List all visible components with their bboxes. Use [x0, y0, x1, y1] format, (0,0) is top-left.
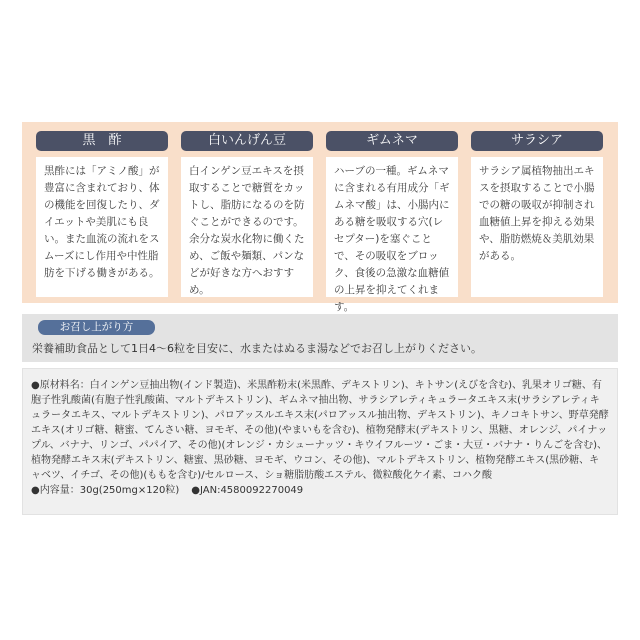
feature-description: 白インゲン豆エキスを摂取することで糖質をカットし、脂肪になるのを防ぐことができるのです。余分な炭水化物に働くため、ご飯や麺類、パンなどが好きな方へおすすめ。 — [181, 157, 313, 297]
how-to-text: 栄養補助食品として1日4～6粒を目安に、水またはぬるま湯などでお召し上がりください。 — [32, 342, 482, 355]
feature-title: ギムネマ — [326, 131, 458, 151]
feature-description: サラシア属植物抽出エキスを摂取することで小腸での糖の吸収が抑制され血糖値上昇を抑える効果や、脂肪燃焼＆美肌効果がある。 — [471, 157, 603, 297]
how-to-section — [22, 314, 618, 362]
feature-card-kurozu — [36, 131, 168, 297]
product-details-box — [22, 368, 618, 515]
feature-title: サラシア — [471, 131, 603, 151]
how-to-label: お召し上がり方 — [38, 320, 155, 335]
feature-description: 黒酢には「アミノ酸」が豊富に含まれており、体の機能を回復したり、ダイエットや美肌にも良い。また血流の流れをスムーズにし作用や中性脂肪を下げる働きがある。 — [36, 157, 168, 297]
ingredients-text: ●原材料名：白インゲン豆抽出物(インド製造)、米黒酢粉末(米黒酢、デキストリン)、キトサン(えびを含む)、乳果オリゴ糖、有胞子性乳酸菌(有胞子性乳酸菌、マルトデキストリン)、ギムネマ抽出物、サラシアレティキュラータエキス末(サラシアレティキュラータエキス、マルトデキストリン)、パロアッスルエキス末(パロアッスル抽出物、デキストリン)、キノコキトサン、野草発酵エキス(オリゴ糖、糖蜜、てんさい糖、ヨモギ、その他)(やまいもを含む)、植物発酵末(デキストリン、黒糖、オレンジ、パイナップル、バナナ、リンゴ、パパイア、その他)(オレンジ・カシューナッツ・キウイフルーツ・ごま・大豆・バナナ・りんごを含む)、植物発酵エキス末(デキストリン、糖蜜、黒砂糖、ヨモギ、ウコン、その他)、マルトデキストリン、植物発酵エキス(黒砂糖、キャベツ、イチゴ、その他)(ももを含む)/セルロース、ショ糖脂肪酸エステル、微粒酸化ケイ素、コハク酸 — [31, 380, 609, 481]
contents-line — [31, 483, 609, 498]
feature-title: 白いんげん豆 — [181, 131, 313, 151]
feature-description: ハーブの一種。ギムネマに含まれる有用成分「ギムネマ酸」は、小腸内にある糖を吸収する穴(レセプター)を塞ぐことで、その吸収をブロック、食後の急激な血糖値の上昇を抑えてくれます。 — [326, 157, 458, 297]
feature-card-salacia — [471, 131, 603, 297]
feature-card-white-kidney-bean — [181, 131, 313, 297]
ingredient-features — [36, 131, 603, 313]
contents-text: ●内容量：30g(250mg×120粒) — [31, 485, 180, 496]
feature-card-gymnema — [326, 131, 458, 313]
feature-title: 黒 酢 — [36, 131, 168, 151]
jan-code: ●JAN:4580092270049 — [191, 485, 304, 496]
